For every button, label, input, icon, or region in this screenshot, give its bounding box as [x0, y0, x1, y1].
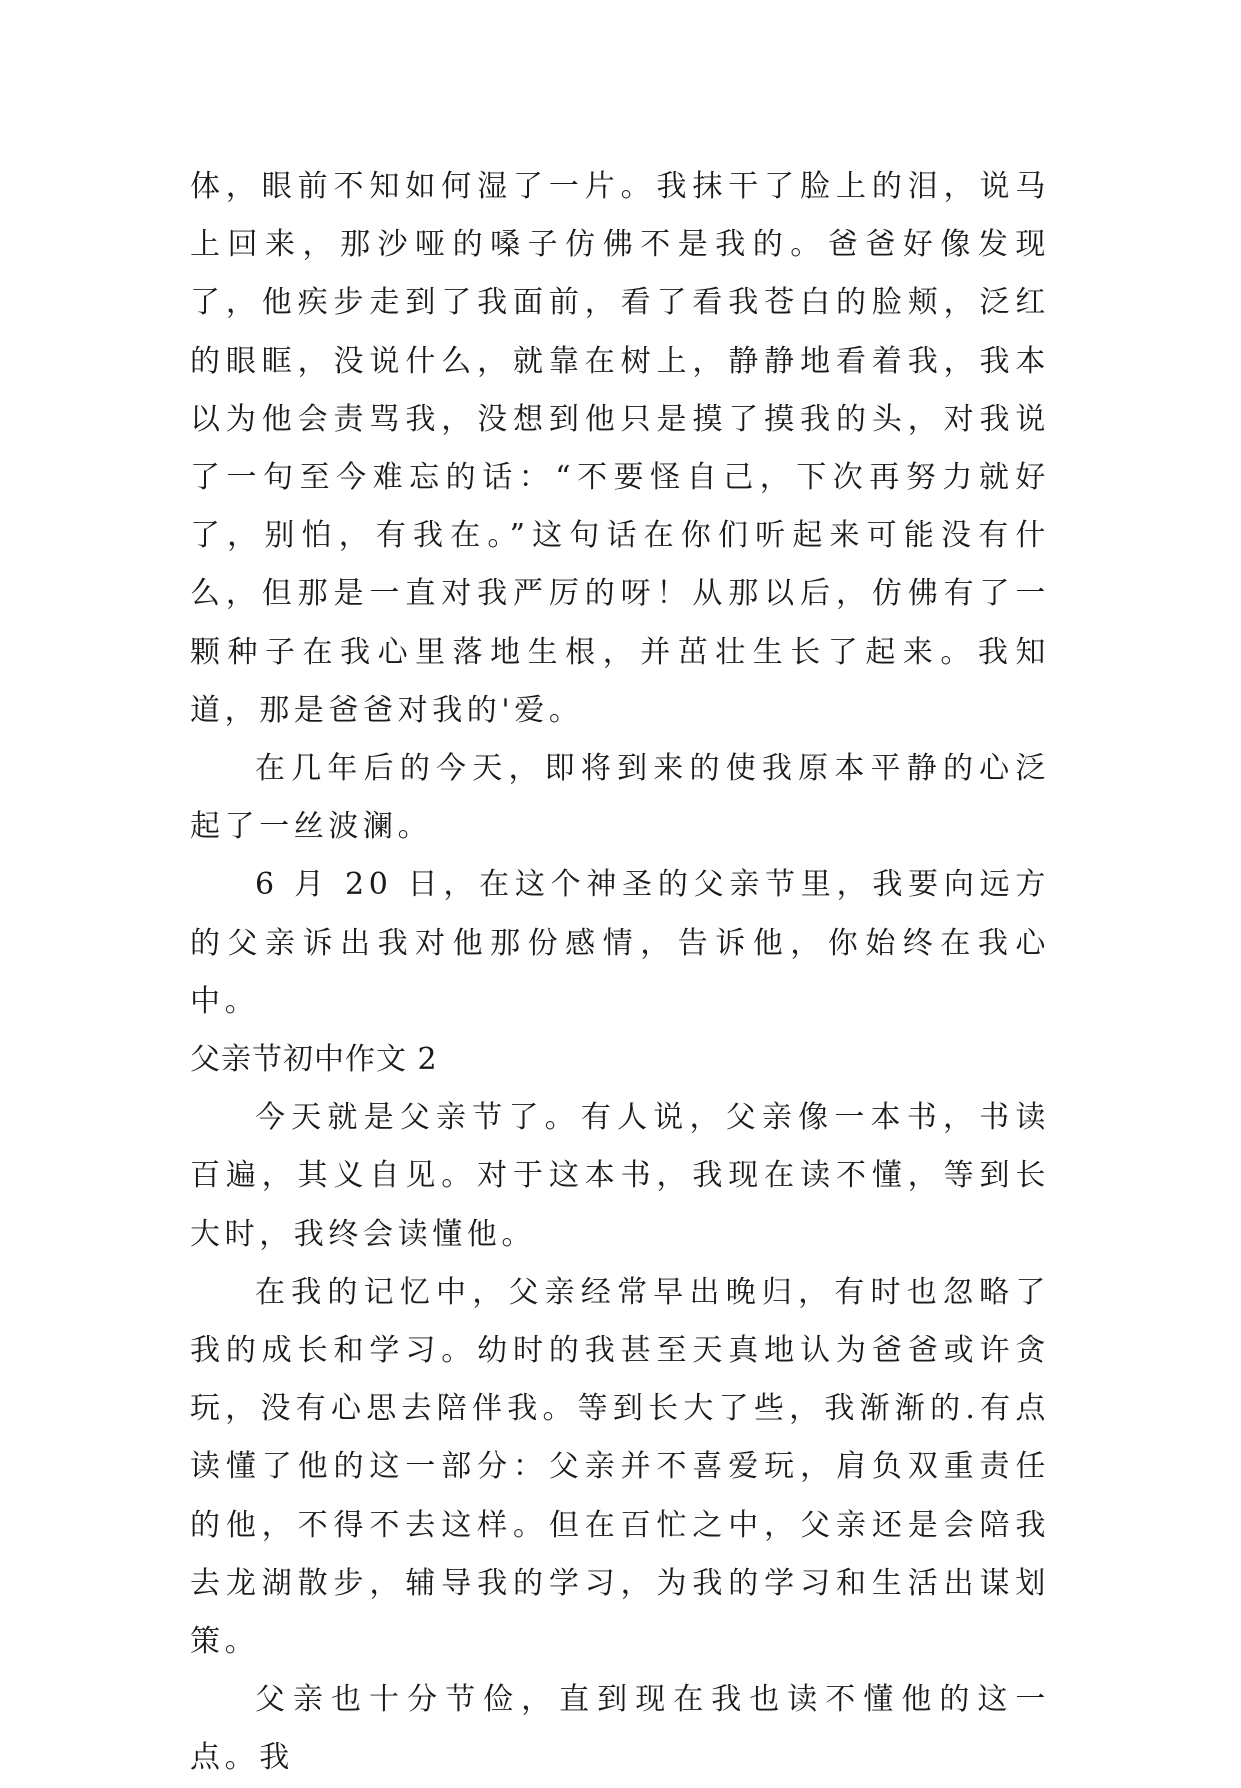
paragraph-fathers-day-date: 6 月 20 日，在这个神圣的父亲节里，我要向远方的父亲诉出我对他那份感情，告诉他，你始终在我心中。 — [190, 867, 1050, 1019]
paragraph-memory: 在我的记忆中，父亲经常早出晚归，有时也忽略了我的成长和学习。幼时的我甚至天真地认为爸爸或许贪玩，没有心思去陪伴我。等到长大了些，我渐渐的.有点读懂了他的这一部分：父亲并不喜爱玩，肩负双重责任的他，不得不去这样。但在百忙之中，父亲还是会陪我去龙湖散步，辅导我的学习，为我的学习和生活出谋划策。 — [190, 1274, 1050, 1660]
paragraph-father-like-book: 今天就是父亲节了。有人说，父亲像一本书，书读百遍，其义自见。对于这本书，我现在读不懂，等到长大时，我终会读懂他。 — [190, 1100, 1050, 1252]
paragraph-years-later: 在几年后的今天，即将到来的使我原本平静的心泛起了一丝波澜。 — [190, 751, 1050, 845]
paragraph-frugal: 父亲也十分节俭，直到现在我也读不懂他的这一点。我 — [190, 1682, 1050, 1776]
paragraph-story-end: 体，眼前不知如何湿了一片。我抹干了脸上的泪，说马上回来，那沙哑的嗓子仿佛不是我的。爸爸好像发现了，他疾步走到了我面前，看了看我苍白的脸颊，泛红的眼眶，没说什么，就靠在树上，静静地看着我，我本以为他会责骂我，没想到他只是摸了摸我的头，对我说了一句至今难忘的话：“不要怪自己，下次再努力就好了，别怕，有我在。”这句话在你们听起来可能没有什么，但那是一直对我严厉的呀！从那以后，仿佛有了一颗种子在我心里落地生根，并茁壮生长了起来。我知道，那是爸爸对我的'爱。 — [190, 169, 1050, 728]
essay-title: 父亲节初中作文 2 — [190, 1042, 438, 1078]
document-body — [190, 158, 1050, 1788]
